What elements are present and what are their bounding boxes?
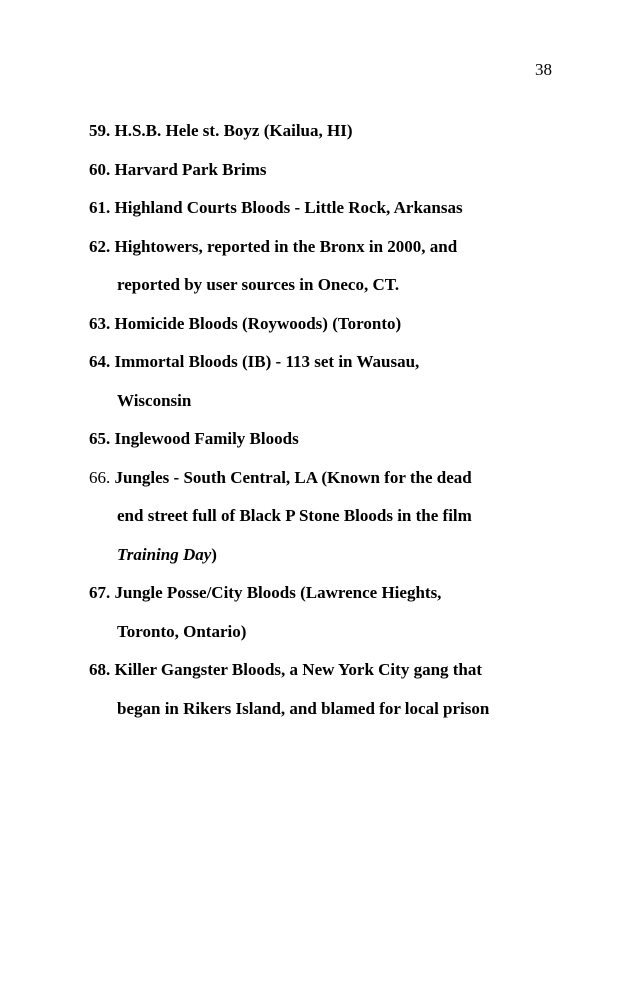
item-text: reported by user sources in Oneco, CT. bbox=[117, 275, 400, 294]
item-text: Hightowers, reported in the Bronx in 2000, and bbox=[114, 236, 458, 256]
item-number: 62. bbox=[89, 236, 111, 256]
list-item-68 bbox=[89, 655, 559, 694]
list-item-60 bbox=[89, 155, 559, 194]
item-number: 67. bbox=[89, 583, 111, 602]
list-item-66-continuation bbox=[89, 501, 559, 540]
item-text: Highland Courts Bloods - Little Rock, Arkansas bbox=[114, 198, 463, 217]
item-number: 59. bbox=[89, 121, 111, 140]
list-item-67-continuation bbox=[89, 617, 559, 656]
list-item-67 bbox=[89, 578, 559, 617]
item-text: Wisconsin bbox=[117, 390, 192, 410]
list-item-66-continuation-2 bbox=[89, 540, 559, 579]
list-item-63 bbox=[89, 309, 559, 348]
item-number: 61. bbox=[89, 198, 111, 217]
list-item-64-continuation bbox=[89, 386, 559, 425]
item-number: 64. bbox=[89, 352, 111, 371]
list-item-61 bbox=[89, 193, 559, 232]
list-item-59 bbox=[89, 116, 559, 155]
page-number: 38 bbox=[535, 60, 552, 79]
list-item-65 bbox=[89, 424, 559, 463]
list-item-62 bbox=[89, 232, 559, 271]
gang-list bbox=[89, 116, 559, 732]
item-text: Homicide Bloods (Roywoods) (Toronto) bbox=[114, 313, 402, 333]
item-text: H.S.B. Hele st. Boyz (Kailua, HI) bbox=[114, 121, 353, 140]
item-number: 66. bbox=[89, 467, 111, 487]
item-text: end street full of Black P Stone Bloods in the film bbox=[117, 506, 472, 525]
list-item-68-continuation bbox=[89, 694, 559, 733]
list-item-66 bbox=[89, 463, 559, 502]
item-number: 65. bbox=[89, 429, 111, 448]
item-text: Harvard Park Brims bbox=[114, 159, 267, 179]
item-number: 60. bbox=[89, 159, 111, 179]
item-text: Immortal Bloods (IB) - 113 set in Wausau, bbox=[114, 352, 420, 371]
list-item-62-continuation bbox=[89, 270, 559, 309]
item-text: began in Rikers Island, and blamed for local prison bbox=[117, 698, 490, 718]
item-number: 68. bbox=[89, 660, 111, 679]
item-text: Killer Gangster Bloods, a New York City gang that bbox=[114, 660, 483, 679]
item-text: Toronto, Ontario) bbox=[117, 621, 247, 641]
item-text: Jungles - South Central, LA (Known for the dead bbox=[114, 467, 472, 487]
item-number: 63. bbox=[89, 313, 111, 333]
item-text: Inglewood Family Bloods bbox=[114, 429, 299, 448]
list-item-64 bbox=[89, 347, 559, 386]
film-title: Training Day bbox=[117, 544, 212, 564]
item-text: ) bbox=[211, 544, 217, 564]
item-text: Jungle Posse/City Bloods (Lawrence Hieghts, bbox=[114, 583, 442, 602]
